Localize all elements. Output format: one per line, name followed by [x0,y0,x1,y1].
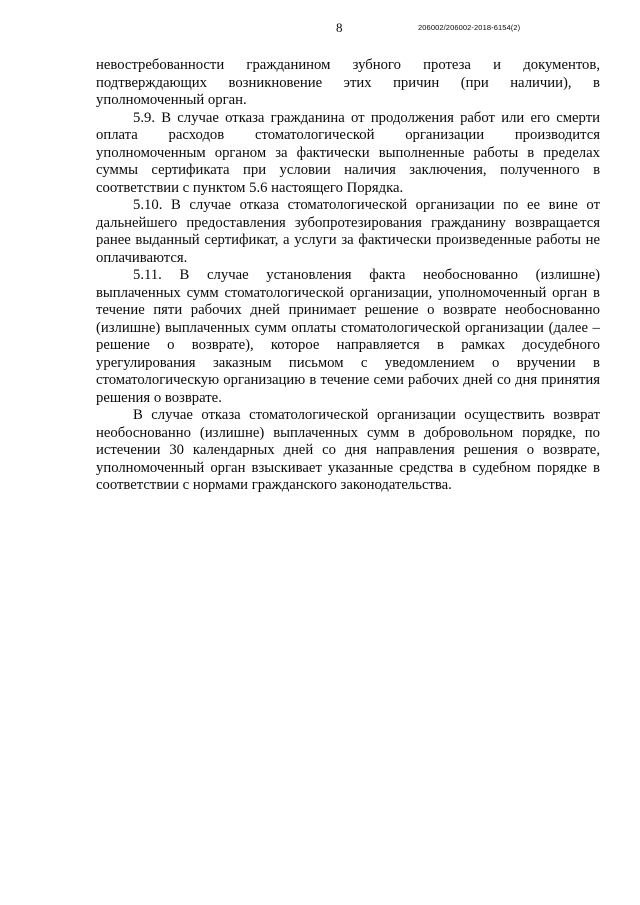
paragraph-refusal-recovery: В случае отказа стоматологической организации осуществить возврат необоснованно (излишне) выплаченных сумм в добровольном порядке, по истечении 30 календарных дней со дня направления решения о возврате, уполномоченный орган взыскивает указанные средства в судебном порядке в соответствии с нормами гражданского законодательства. [96,407,600,493]
page-number: 8 [336,20,343,35]
paragraph-5-9: 5.9. В случае отказа гражданина от продолжения работ или его смерти оплата расходов стоматологической организации производится уполномоченным органом за фактически выполненные работы в пределах суммы сертификата при условии наличия заключения, полученного в соответствии с пунктом 5.6 настоящего Порядка. [96,109,600,196]
paragraph-continuation: невостребованности гражданином зубного протеза и документов, подтверждающих возникновение этих причин (при наличии), в уполномоченный орган. [96,57,600,108]
document-body [96,57,600,495]
document-code: 206002/206002-2018-6154(2) [418,23,521,32]
paragraph-5-11: 5.11. В случае установления факта необоснованно (излишне) выплаченных сумм стоматологической организации, уполномоченный орган в течение пяти рабочих дней принимает решение о возврате необоснованно (излишне) выплаченных сумм оплаты стоматологической организации (далее – решение о возврате), которое направляется в рамках досудебного урегулирования заказным письмом с уведомлением о вручении в стоматологическую организацию в течение семи рабочих дней со дня принятия решения о возврате. [96,267,600,406]
paragraph-5-10: 5.10. В случае отказа стоматологической организации по ее вине от дальнейшего предоставления зубопротезирования гражданину возвращается ранее выданный сертификат, а услуги за фактически произведенные работы не оплачиваются. [96,197,600,266]
